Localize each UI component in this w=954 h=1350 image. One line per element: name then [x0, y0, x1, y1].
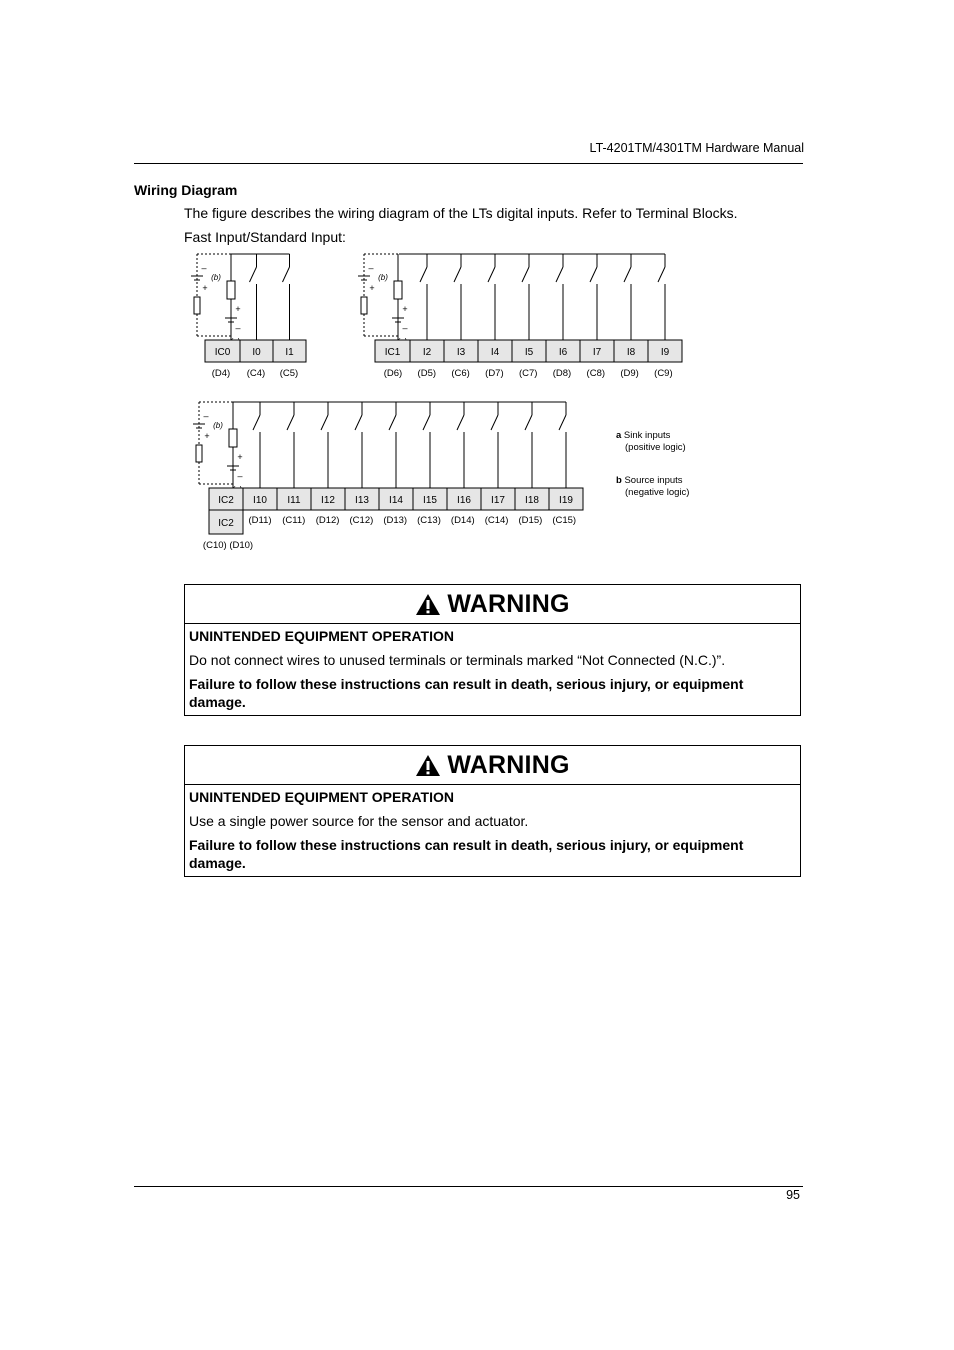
- terminal-label: I3: [456, 347, 466, 358]
- warning-label: WARNING: [447, 750, 570, 779]
- pin-label: (D4): [211, 368, 231, 379]
- warning-triangle-icon: [415, 593, 441, 616]
- terminal-label: IC2: [218, 518, 234, 529]
- fuse-icon: [194, 297, 200, 314]
- header-rule: [134, 163, 803, 164]
- switch-contact: [454, 267, 461, 282]
- label-b: (b): [211, 273, 221, 282]
- warning-text: Do not connect wires to unused terminals or terminals marked “Not Connected (N.C.)”.: [189, 652, 726, 668]
- switch-contact: [287, 415, 294, 430]
- pin-label: (D11): [248, 515, 272, 526]
- legend-b-detail: (negative logic): [625, 487, 690, 498]
- terminal-label: I19: [559, 495, 573, 506]
- subheading: Fast Input/Standard Input:: [184, 229, 346, 245]
- pin-label: (D13): [383, 515, 408, 526]
- terminal-label: I7: [592, 347, 602, 358]
- pin-label: (C14): [484, 515, 509, 526]
- warning-consequence: Failure to follow these instructions can result in death, serious injury, or equipment damage.: [189, 676, 744, 710]
- plus-label: +: [202, 283, 208, 293]
- plus-label: +: [204, 431, 210, 441]
- pin-label: (C15): [552, 515, 577, 526]
- switch-contact: [488, 267, 495, 282]
- legend-a-detail: (positive logic): [625, 442, 686, 453]
- switch-contact: [525, 415, 532, 430]
- terminal-label: IC0: [214, 347, 231, 358]
- minus-label: –: [201, 263, 207, 273]
- pin-label: (D5): [417, 368, 437, 379]
- minus-label: –: [203, 411, 209, 421]
- switch-contact: [355, 415, 362, 430]
- terminal-label: IC2: [218, 495, 234, 506]
- plus-label: +: [369, 283, 375, 293]
- pin-label: (C12): [349, 515, 374, 526]
- switch-contact: [283, 267, 290, 282]
- switch-contact: [457, 415, 464, 430]
- section-title: Wiring Diagram: [134, 182, 238, 198]
- footer-rule: [134, 1186, 803, 1187]
- warning-text: Use a single power source for the sensor and actuator.: [189, 813, 529, 829]
- pin-label: (D7): [485, 368, 504, 379]
- terminal-label: I16: [457, 495, 471, 506]
- switch-contact: [420, 267, 427, 282]
- terminal-label: IC1: [384, 347, 401, 358]
- warning-triangle-icon: [415, 754, 441, 777]
- legend-a: a Sink inputs: [616, 430, 671, 441]
- label-b: (b): [378, 273, 388, 282]
- pin-label: (C9): [654, 368, 673, 379]
- terminal-label: I8: [626, 347, 636, 358]
- warning-header: [185, 746, 800, 785]
- pin-label: (D14): [450, 515, 475, 526]
- switch-contact: [491, 415, 498, 430]
- pin-label: (C6): [451, 368, 470, 379]
- switch-contact: [658, 267, 665, 282]
- pin-label: (C7): [518, 368, 538, 379]
- warning-title: UNINTENDED EQUIPMENT OPERATION: [189, 628, 454, 644]
- switch-contact: [321, 415, 328, 430]
- terminal-label: I15: [423, 495, 437, 506]
- pin-label: (D8): [552, 368, 572, 379]
- label-b: (b): [213, 421, 223, 430]
- pin-label: (C4): [246, 368, 266, 379]
- switch-contact: [389, 415, 396, 430]
- switch-contact: [423, 415, 430, 430]
- minus-label: –: [402, 323, 408, 333]
- switch-contact: [522, 267, 529, 282]
- fuse-icon: [227, 281, 235, 299]
- minus-label: –: [368, 263, 374, 273]
- minus-label: –: [235, 323, 241, 333]
- intro-paragraph: The figure describes the wiring diagram of the LTs digital inputs. Refer to Terminal Blocks.: [184, 205, 738, 221]
- plus-label: +: [402, 304, 408, 314]
- terminal-label: I17: [491, 495, 505, 506]
- fuse-icon: [229, 429, 237, 447]
- terminal-label: I18: [525, 495, 539, 506]
- pin-label: (D9): [620, 368, 639, 379]
- fuse-icon: [196, 445, 202, 462]
- fuse-icon: [394, 281, 402, 299]
- terminal-label: I14: [389, 495, 403, 506]
- wiring-diagram: [180, 245, 720, 560]
- terminal-label: I10: [253, 495, 267, 506]
- pin-label: (C10) (D10): [202, 540, 254, 551]
- pin-label: (C8): [586, 368, 606, 379]
- pin-label: (D15): [518, 515, 543, 526]
- terminal-label: I4: [490, 347, 500, 358]
- pin-label: (C11): [282, 515, 306, 526]
- pin-label: (C5): [279, 368, 299, 379]
- terminal-label: I12: [321, 495, 335, 506]
- warning-box-1: [184, 584, 801, 716]
- switch-contact: [624, 267, 631, 282]
- running-header: LT-4201TM/4301TM Hardware Manual: [589, 141, 804, 155]
- switch-contact: [253, 415, 260, 430]
- legend-b: b Source inputs: [616, 475, 683, 486]
- warning-consequence: Failure to follow these instructions can result in death, serious injury, or equipment damage.: [189, 837, 744, 871]
- minus-label: –: [237, 471, 243, 481]
- terminal-label: I0: [252, 347, 261, 358]
- switch-contact: [250, 267, 257, 282]
- switch-contact: [556, 267, 563, 282]
- warning-header: [185, 585, 800, 624]
- warning-label: WARNING: [447, 589, 570, 618]
- switch-contact: [559, 415, 566, 430]
- pin-label: (D12): [315, 515, 340, 526]
- warning-title: UNINTENDED EQUIPMENT OPERATION: [189, 789, 454, 805]
- terminal-label: I9: [660, 347, 670, 358]
- terminal-label: I2: [422, 347, 432, 358]
- terminal-label: I6: [558, 347, 568, 358]
- terminal-label: I13: [355, 495, 369, 506]
- warning-box-2: [184, 745, 801, 877]
- terminal-label: I5: [524, 347, 534, 358]
- pin-label: (C13): [417, 515, 441, 526]
- terminal-label: I11: [287, 495, 301, 506]
- pin-label: (D6): [383, 368, 403, 379]
- fuse-icon: [361, 297, 367, 314]
- wiring-diagram-svg: [180, 245, 720, 560]
- plus-label: +: [235, 304, 241, 314]
- terminal-label: I1: [285, 347, 294, 358]
- switch-contact: [590, 267, 597, 282]
- page-number: 95: [786, 1188, 800, 1202]
- plus-label: +: [237, 452, 243, 462]
